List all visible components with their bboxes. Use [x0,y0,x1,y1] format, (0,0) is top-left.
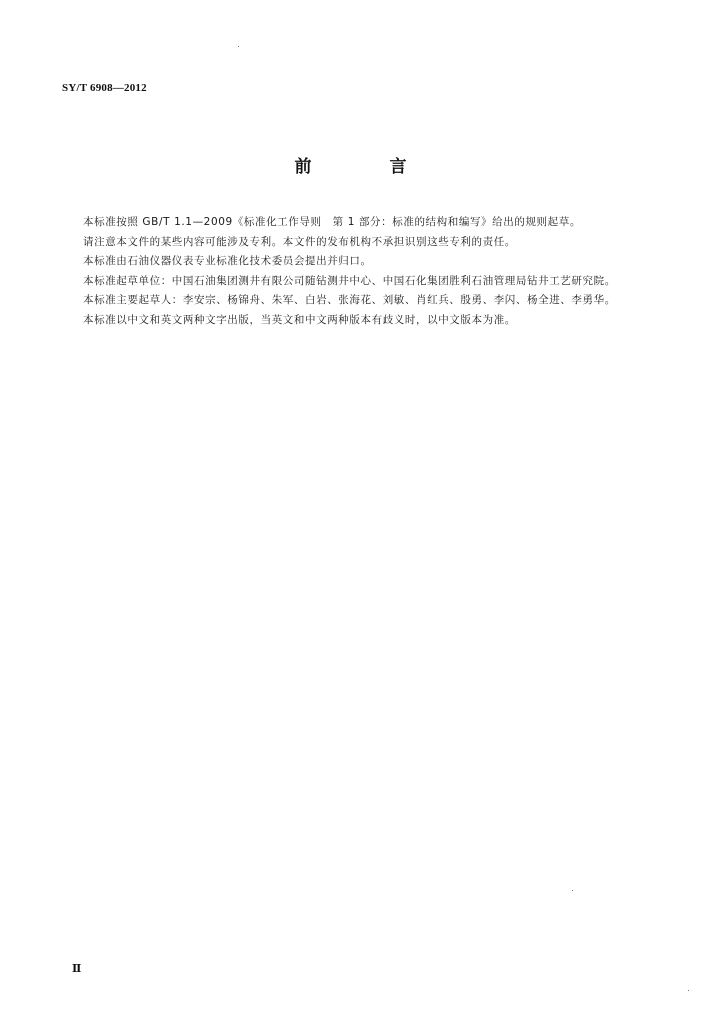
paragraph-proposer: 本标准由石油仪器仪表专业标准化技术委员会提出并归口。 [83,255,372,267]
page-number: Ⅱ [72,963,82,975]
scan-speck [688,990,689,991]
scan-speck [572,890,573,891]
paragraph-drafting-rules: 本标准按照 GB/T 1.1—2009《标准化工作导则 第 1 部分：标准的结构和编写》给出的规则起草。 [83,216,581,228]
paragraph-drafting-units: 本标准起草单位：中国石油集团测井有限公司随钻测井中心、中国石化集团胜利石油管理局钻井工艺研究院。 [83,274,616,287]
foreword-title: 前 言 [294,157,443,177]
standard-code: SY/T 6908—2012 [62,82,147,94]
foreword-body [62,213,642,330]
scan-speck [238,46,239,47]
paragraph-drafters: 本标准主要起草人：李安宗、杨锦舟、朱军、白岩、张海花、刘敏、肖红兵、殷勇、李闪、杨全进、李勇华。 [83,294,616,306]
paragraph-language-versions: 本标准以中文和英文两种文字出版，当英文和中文两种版本有歧义时，以中文版本为准。 [83,313,516,326]
paragraph-patent-notice: 请注意本文件的某些内容可能涉及专利。本文件的发布机构不承担识别这些专利的责任。 [83,235,516,248]
